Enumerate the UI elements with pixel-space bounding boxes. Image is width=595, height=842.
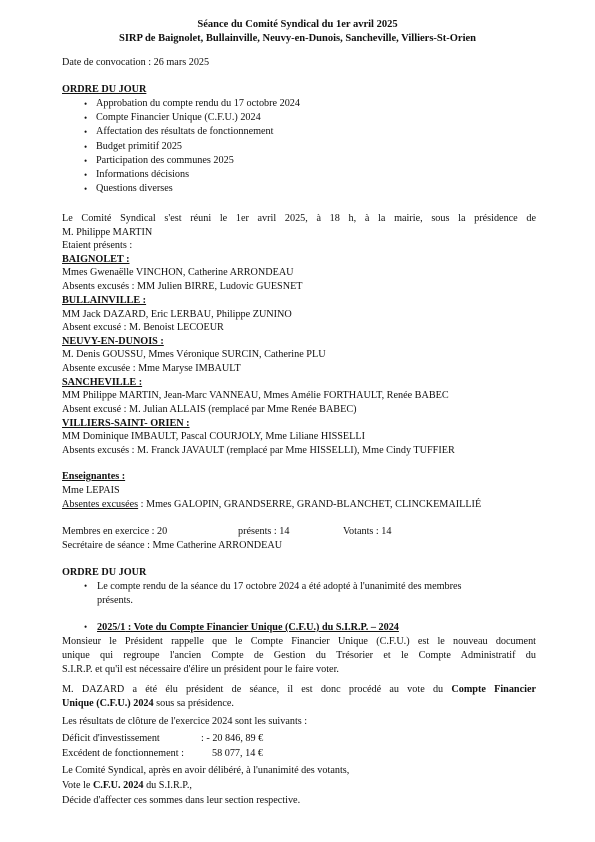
- teachers-absent-label: Absentes excusées: [62, 499, 139, 510]
- commune-line: Absents excusés : MM Julien BIRRE, Ludovic GUESNET: [62, 281, 303, 292]
- deficit-value: : - 20 846, 89 €: [201, 733, 264, 744]
- session-secretary: Secrétaire de séance : Mme Catherine ARRONDEAU: [62, 540, 283, 551]
- minutes-approval-line-1: Le compte rendu de la séance du 17 octobre 2024 a été adopté à l'unanimité des membres: [97, 581, 462, 592]
- bullet-icon: •: [84, 581, 88, 591]
- text-fragment: Unique (C.F.U.) 2024: [62, 698, 154, 709]
- commune-line: MM Philippe MARTIN, Jean-Marc VANNEAU, Mmes Amélie FORTHAULT, Renée BABEC: [62, 390, 449, 401]
- intro-line-1: Le Comité Syndical s'est réuni le 1er avril 2025, à 18 h, à la mairie, sous la présidence de: [62, 213, 536, 224]
- deliberation-text: [62, 683, 536, 697]
- deficit-label: Déficit d'investissement: [62, 733, 160, 744]
- members-count: Membres en exercice : 20: [62, 526, 168, 537]
- agenda-item: • Affectation des résultats de fonctionnement: [62, 125, 300, 139]
- agenda-title: ORDRE DU JOUR: [62, 84, 147, 95]
- agenda-list: [62, 97, 300, 196]
- agenda-item: • Informations décisions: [62, 168, 300, 182]
- allocation-text: Décide d'affecter ces sommes dans leur section respective.: [62, 795, 301, 806]
- deliberation-title: [97, 621, 399, 635]
- deliberation-subject: : Vote du Compte Financier Unique (C.F.U.) du S.I.R.P. – 2024: [125, 622, 399, 633]
- document-header: [0, 18, 595, 46]
- present-label: Etaient présents :: [62, 240, 133, 251]
- agenda-item: • Approbation du compte rendu du 17 octobre 2024: [62, 97, 300, 111]
- commune-line: Mmes Gwenaëlle VINCHON, Catherine ARRONDEAU: [62, 267, 294, 278]
- decision-text: Le Comité Syndical, après en avoir délibéré, à l'unanimité des votants,: [62, 765, 350, 776]
- commune-line: Absent excusé : M. Benoist LECOEUR: [62, 322, 224, 333]
- commune-name: NEUVY-EN-DUNOIS :: [62, 336, 164, 347]
- minutes-approval-line-2: présents.: [97, 595, 133, 606]
- convocation-date: Date de convocation : 26 mars 2025: [62, 57, 210, 68]
- agenda-item: • Budget primitif 2025: [62, 140, 300, 154]
- commune-name: BAIGNOLET :: [62, 254, 130, 265]
- agenda-item: • Questions diverses: [62, 182, 300, 196]
- text-fragment: C.F.U. 2024: [92, 780, 144, 791]
- commune-line: MM Dominique IMBAULT, Pascal COURJOLY, Mme Liliane HISSELLI: [62, 431, 365, 442]
- deliberation-number: 2025/1: [97, 622, 126, 633]
- text-fragment: Vote le: [62, 780, 93, 791]
- agenda-item: • Compte Financier Unique (C.F.U.) 2024: [62, 111, 300, 125]
- commune-line: Absents excusés : M. Franck JAVAULT (remplacé par Mme HISSELLI), Mme Cindy TUFFIER: [62, 445, 455, 456]
- text-fragment: du S.I.R.P.,: [143, 780, 192, 791]
- header-subtitle: SIRP de Baignolet, Bullainville, Neuvy-en-Dunois, Sancheville, Villiers-St-Orien: [118, 33, 477, 44]
- commune-name: BULLAINVILLE :: [62, 295, 147, 306]
- intro-line-2: M. Philippe MARTIN: [62, 227, 153, 238]
- text-fragment: M. DAZARD a été élu président de séance, il est donc procédé au vote du: [62, 684, 452, 695]
- vote-text: [62, 779, 192, 793]
- agenda-section-title: ORDRE DU JOUR: [62, 567, 147, 578]
- commune-name: VILLIERS-SAINT- ORIEN :: [62, 418, 190, 429]
- agenda-item: • Participation des communes 2025: [62, 154, 300, 168]
- deliberation-text: unique qui regroupe l'ancien Compte de Gestion du Trésorier et le Compte Administratif du: [62, 650, 536, 661]
- deliberation-text: [62, 697, 234, 711]
- commune-line: Absent excusé : M. Julian ALLAIS (remplacé par Mme Renée BABEC): [62, 404, 357, 415]
- header-title: Séance du Comité Syndical du 1er avril 2025: [197, 19, 398, 30]
- text-fragment: sous sa présidence.: [153, 698, 234, 709]
- bullet-icon: •: [84, 622, 88, 632]
- deliberation-text: Monsieur le Président rappelle que le Compte Financier Unique (C.F.U.) est le nouveau document: [62, 636, 536, 647]
- commune-line: M. Denis GOUSSU, Mmes Véronique SURCIN, Catherine PLU: [62, 349, 326, 360]
- text-fragment: Compte Financier: [451, 684, 536, 695]
- deliberation-text: S.I.R.P. et qu'il est nécessaire d'élire un président pour le faire voter.: [62, 664, 339, 675]
- results-intro: Les résultats de clôture de l'exercice 2024 sont les suivants :: [62, 716, 308, 727]
- surplus-value: 58 077, 14 €: [212, 748, 263, 759]
- teachers-present: Mme LEPAIS: [62, 485, 120, 496]
- commune-name: SANCHEVILLE :: [62, 377, 143, 388]
- commune-line: MM Jack DAZARD, Eric LERBAU, Philippe ZUNINO: [62, 309, 292, 320]
- present-count: présents : 14: [238, 526, 290, 537]
- voters-count: Votants : 14: [343, 526, 392, 537]
- teachers-absent-names: : Mmes GALOPIN, GRANDSERRE, GRAND-BLANCHET, CLINCKEMAILLIÉ: [138, 499, 482, 510]
- teachers-title: Enseignantes :: [62, 471, 126, 482]
- teachers-absent: [62, 498, 481, 512]
- surplus-label: Excédent de fonctionnement :: [62, 748, 184, 759]
- commune-line: Absente excusée : Mme Maryse IMBAULT: [62, 363, 241, 374]
